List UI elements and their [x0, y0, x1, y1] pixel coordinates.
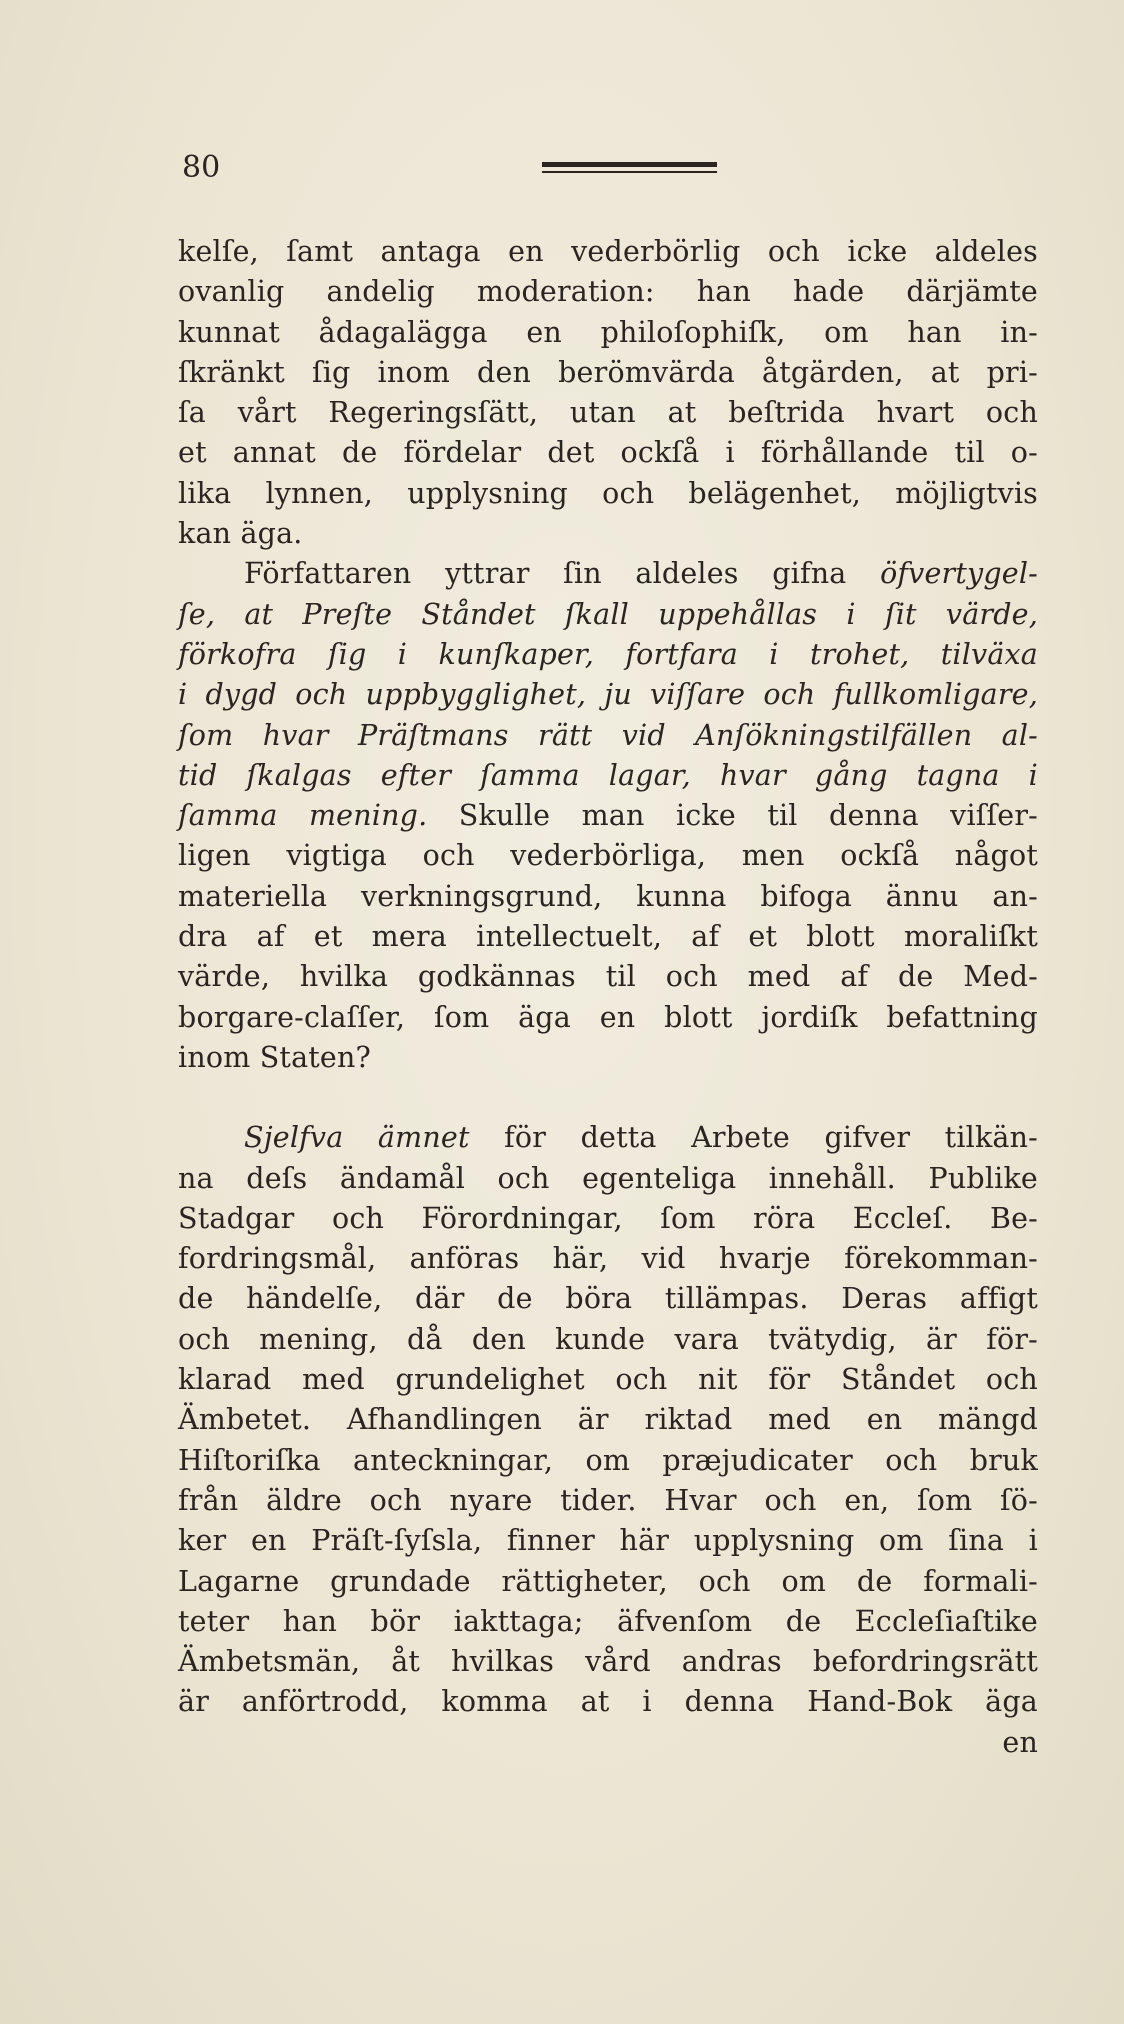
text-line: dra af et mera intellectuelt, af et blott moraliſkt [178, 920, 1038, 954]
text-italic: öfvertygel- [880, 557, 1038, 591]
catchword: en [1002, 1725, 1038, 1759]
text-line: ſkränkt ſig inom den berömvärda åtgärden, at pri- [178, 355, 1038, 389]
text-line: och mening, då den kunde vara tvätydig, är för- [178, 1322, 1038, 1356]
text-line: de händelſe, där de böra tillämpas. Deras affigt [178, 1282, 1038, 1316]
text-line: från äldre och nyare tider. Hvar och en, ſom ſö- [178, 1483, 1038, 1517]
text-line: Ämbetet. Afhandlingen är riktad med en mängd [178, 1403, 1038, 1437]
text-line [178, 1118, 1038, 1158]
text-line: ligen vigtiga och vederbörliga, men ockſå något [178, 839, 1038, 873]
text-roman: för detta Arbete gifver tilkän- [504, 1121, 1038, 1155]
page-header [172, 148, 1042, 188]
header-rule [542, 162, 717, 167]
text-roman: Skulle man icke til denna viſſer- [458, 799, 1039, 833]
text-line: värde, hvilka godkännas til och med af de Med- [178, 960, 1038, 994]
text-line: kelſe, ſamt antaga en vederbörlig och icke aldeles [178, 235, 1038, 268]
text-italic: Sjelfva ämnet [244, 1121, 470, 1155]
text-line: na deſs ändamål och egenteliga innehåll. Publike [178, 1161, 1038, 1195]
text-line: teter han bör iakttaga; äfvenſom de Eccleſiaſtike [178, 1604, 1038, 1638]
text-line: ſa vårt Regeringsſätt, utan at beſtrida hvart och [178, 396, 1038, 430]
text-line: är anförtrodd, komma at i denna Hand-Bok äga [178, 1685, 1038, 1719]
text-italic: ſamma mening. [178, 799, 428, 833]
page-number: 80 [182, 150, 221, 185]
paragraph-gap [178, 1078, 1038, 1118]
text-line: kunnat ådagalägga en philoſophiſk, om han in- [178, 315, 1038, 349]
text-line: kan äga. [178, 517, 303, 551]
text-line: et annat de fördelar det ockſå i förhållande til o- [178, 436, 1038, 470]
text-line: ker en Präſt-ſyſsla, finner här upplysning om ſina i [178, 1524, 1038, 1558]
text-line-italic: ſe, at Preſte Ståndet ſkall uppehållas i ſit värde, [178, 597, 1038, 631]
text-line: Hiſtoriſka anteckningar, om præjudicater och bruk [178, 1443, 1038, 1477]
text-line: inom Staten? [178, 1040, 372, 1074]
text-roman: Författaren yttrar ſin aldeles gifna [244, 557, 847, 591]
text-line: borgare-claſſer, ſom äga en blott jordiſk befattning [178, 1000, 1038, 1034]
text-line [178, 796, 1038, 836]
text-line-italic: förkofra ſig i kunſkaper, fortfara i trohet, tilväxa [178, 637, 1038, 671]
text-line: Stadgar och Förordningar, ſom röra Eccleſ. Be- [178, 1201, 1038, 1235]
text-line: materiella verkningsgrund, kunna bifoga ännu an- [178, 879, 1038, 913]
text-line: klarad med grundelighet och nit för Ståndet och [178, 1363, 1038, 1397]
text-line-italic: i dygd och uppbygglighet, ju viſſare och fullkomligare, [178, 678, 1038, 712]
text-line: Lagarne grundade rättigheter, och om de formali- [178, 1564, 1038, 1598]
text-line: Ämbetsmän, åt hvilkas vård andras befordringsrätt [178, 1645, 1038, 1679]
text-line: fordringsmål, anföras här, vid hvarje förekomman- [178, 1242, 1038, 1276]
text-line-italic: tid ſkalgas efter ſamma lagar, hvar gång tagna i [178, 758, 1038, 792]
text-line-italic: ſom hvar Präſtmans rätt vid Anſökningstilfällen al- [178, 718, 1038, 752]
text-line: lika lynnen, upplysning och belägenhet, möjligtvis [178, 476, 1038, 510]
text-line: ovanlig andelig moderation: han hade därjämte [178, 275, 1038, 309]
page-body [178, 232, 1038, 1763]
text-line [178, 554, 1038, 594]
